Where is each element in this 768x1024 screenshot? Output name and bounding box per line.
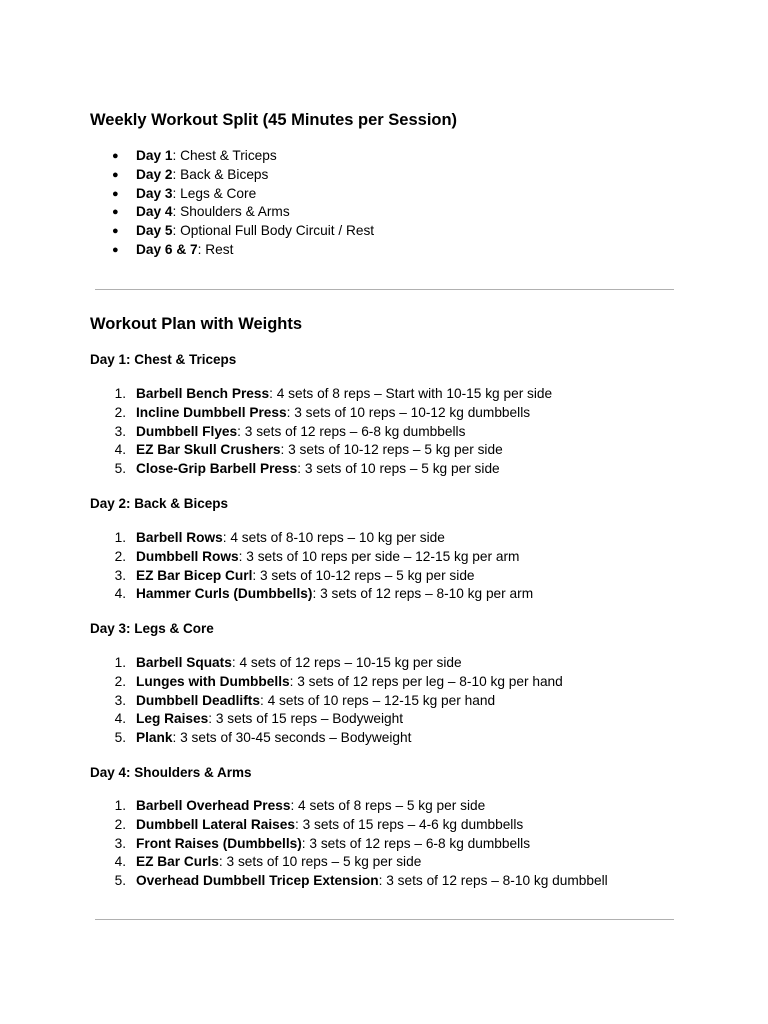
day-heading: Day 1: Chest & Triceps: [90, 352, 237, 367]
exercise-detail: : 3 sets of 10 reps – 5 kg per side: [297, 461, 500, 477]
exercise-detail: : 3 sets of 10 reps – 10-12 kg dumbbells: [286, 404, 531, 420]
item-number: 5.: [114, 873, 126, 889]
exercise-name: Front Raises (Dumbbells): [136, 835, 302, 851]
exercise-detail: : 3 sets of 12 reps – 6-8 kg dumbbells: [237, 423, 466, 439]
exercise-detail: : 3 sets of 12 reps per leg – 8-10 kg per hand: [289, 673, 563, 689]
exercise-detail: : 3 sets of 12 reps – 6-8 kg dumbbells: [301, 835, 531, 851]
day-text: : Optional Full Body Circuit / Rest: [172, 223, 375, 239]
exercise-name: Hammer Curls (Dumbbells): [136, 586, 313, 602]
divider: [95, 289, 674, 290]
item-number: 2.: [114, 816, 126, 832]
exercise-detail: : 3 sets of 10 reps per side – 12-15 kg per arm: [238, 548, 520, 564]
bullet-icon: ●: [112, 187, 119, 200]
day-heading: Day 4: Shoulders & Arms: [90, 765, 252, 780]
split-title: Weekly Workout Split (45 Minutes per Session): [90, 111, 458, 129]
exercise-name: Dumbbell Deadlifts: [136, 692, 260, 708]
exercise-detail: : 3 sets of 10-12 reps – 5 kg per side: [280, 442, 503, 458]
exercise-name: Barbell Squats: [136, 655, 232, 670]
exercise-name: Dumbbell Lateral Raises: [136, 816, 295, 832]
bullet-icon: ●: [112, 150, 119, 162]
day-heading: Day 2: Back & Biceps: [90, 496, 229, 511]
item-number: 2.: [114, 404, 126, 420]
day-text: : Legs & Core: [172, 185, 257, 201]
day-label: Day 2: [136, 166, 173, 182]
item-number: 5.: [114, 461, 126, 477]
exercise-name: Dumbbell Flyes: [136, 423, 238, 439]
divider: [95, 919, 674, 920]
bullet-icon: ●: [112, 206, 119, 219]
bullet-icon: ●: [112, 243, 119, 256]
day-text: : Back & Biceps: [172, 166, 269, 182]
exercise-detail: : 3 sets of 10 reps – 5 kg per side: [218, 854, 422, 870]
item-number: 3.: [114, 835, 126, 851]
exercise-name: Close-Grip Barbell Press: [136, 461, 298, 477]
exercise-name: Barbell Rows: [136, 530, 223, 545]
item-number: 2.: [114, 548, 126, 564]
exercise-name: Overhead Dumbbell Tricep Extension: [136, 873, 379, 889]
day-text: : Rest: [197, 241, 234, 257]
bullet-icon: ●: [112, 168, 119, 181]
exercise-detail: : 3 sets of 15 reps – Bodyweight: [208, 711, 404, 727]
item-number: 3.: [114, 567, 126, 583]
exercise-detail: : 3 sets of 30-45 seconds – Bodyweight: [172, 730, 412, 746]
day-label: Day 1: [136, 148, 173, 163]
item-number: 1.: [114, 655, 126, 670]
item-number: 5.: [114, 730, 126, 746]
exercise-name: EZ Bar Skull Crushers: [136, 442, 281, 458]
bullet-icon: ●: [112, 225, 119, 238]
day-text: : Chest & Triceps: [172, 148, 277, 163]
exercise-detail: : 4 sets of 12 reps – 10-15 kg per side: [231, 655, 462, 670]
exercise-name: Incline Dumbbell Press: [136, 404, 287, 420]
item-number: 1.: [114, 386, 126, 401]
day-label: Day 3: [136, 185, 173, 201]
item-number: 2.: [114, 673, 126, 689]
exercise-name: EZ Bar Curls: [136, 854, 219, 870]
exercise-name: EZ Bar Bicep Curl: [136, 567, 253, 583]
exercise-detail: : 4 sets of 10 reps – 12-15 kg per hand: [259, 692, 496, 708]
item-number: 3.: [114, 692, 126, 708]
item-number: 4.: [114, 854, 126, 870]
day-heading: Day 3: Legs & Core: [90, 621, 214, 636]
item-number: 1.: [114, 798, 126, 813]
exercise-detail: : 3 sets of 10-12 reps – 5 kg per side: [252, 567, 475, 583]
exercise-detail: : 4 sets of 8 reps – Start with 10-15 kg per side: [269, 386, 553, 401]
exercise-name: Barbell Bench Press: [136, 386, 270, 401]
exercise-detail: : 3 sets of 15 reps – 4-6 kg dumbbells: [294, 816, 524, 832]
exercise-name: Leg Raises: [136, 711, 209, 727]
plan-title: Workout Plan with Weights: [90, 315, 303, 333]
exercise-detail: : 4 sets of 8 reps – 5 kg per side: [290, 798, 486, 813]
item-number: 4.: [114, 586, 126, 602]
day-text: : Shoulders & Arms: [172, 204, 290, 220]
item-number: 1.: [114, 530, 126, 545]
item-number: 3.: [114, 423, 126, 439]
exercise-name: Barbell Overhead Press: [136, 798, 291, 813]
item-number: 4.: [114, 711, 126, 727]
day-label: Day 5: [136, 223, 173, 239]
exercise-detail: : 4 sets of 8-10 reps – 10 kg per side: [222, 530, 445, 545]
exercise-detail: : 3 sets of 12 reps – 8-10 kg per arm: [312, 586, 534, 602]
exercise-name: Dumbbell Rows: [136, 548, 239, 564]
exercise-name: Plank: [136, 730, 173, 746]
day-label: Day 4: [136, 204, 173, 220]
item-number: 4.: [114, 442, 126, 458]
exercise-name: Lunges with Dumbbells: [136, 673, 290, 689]
exercise-detail: : 3 sets of 12 reps – 8-10 kg dumbbell: [378, 873, 608, 889]
day-label: Day 6 & 7: [136, 241, 198, 257]
